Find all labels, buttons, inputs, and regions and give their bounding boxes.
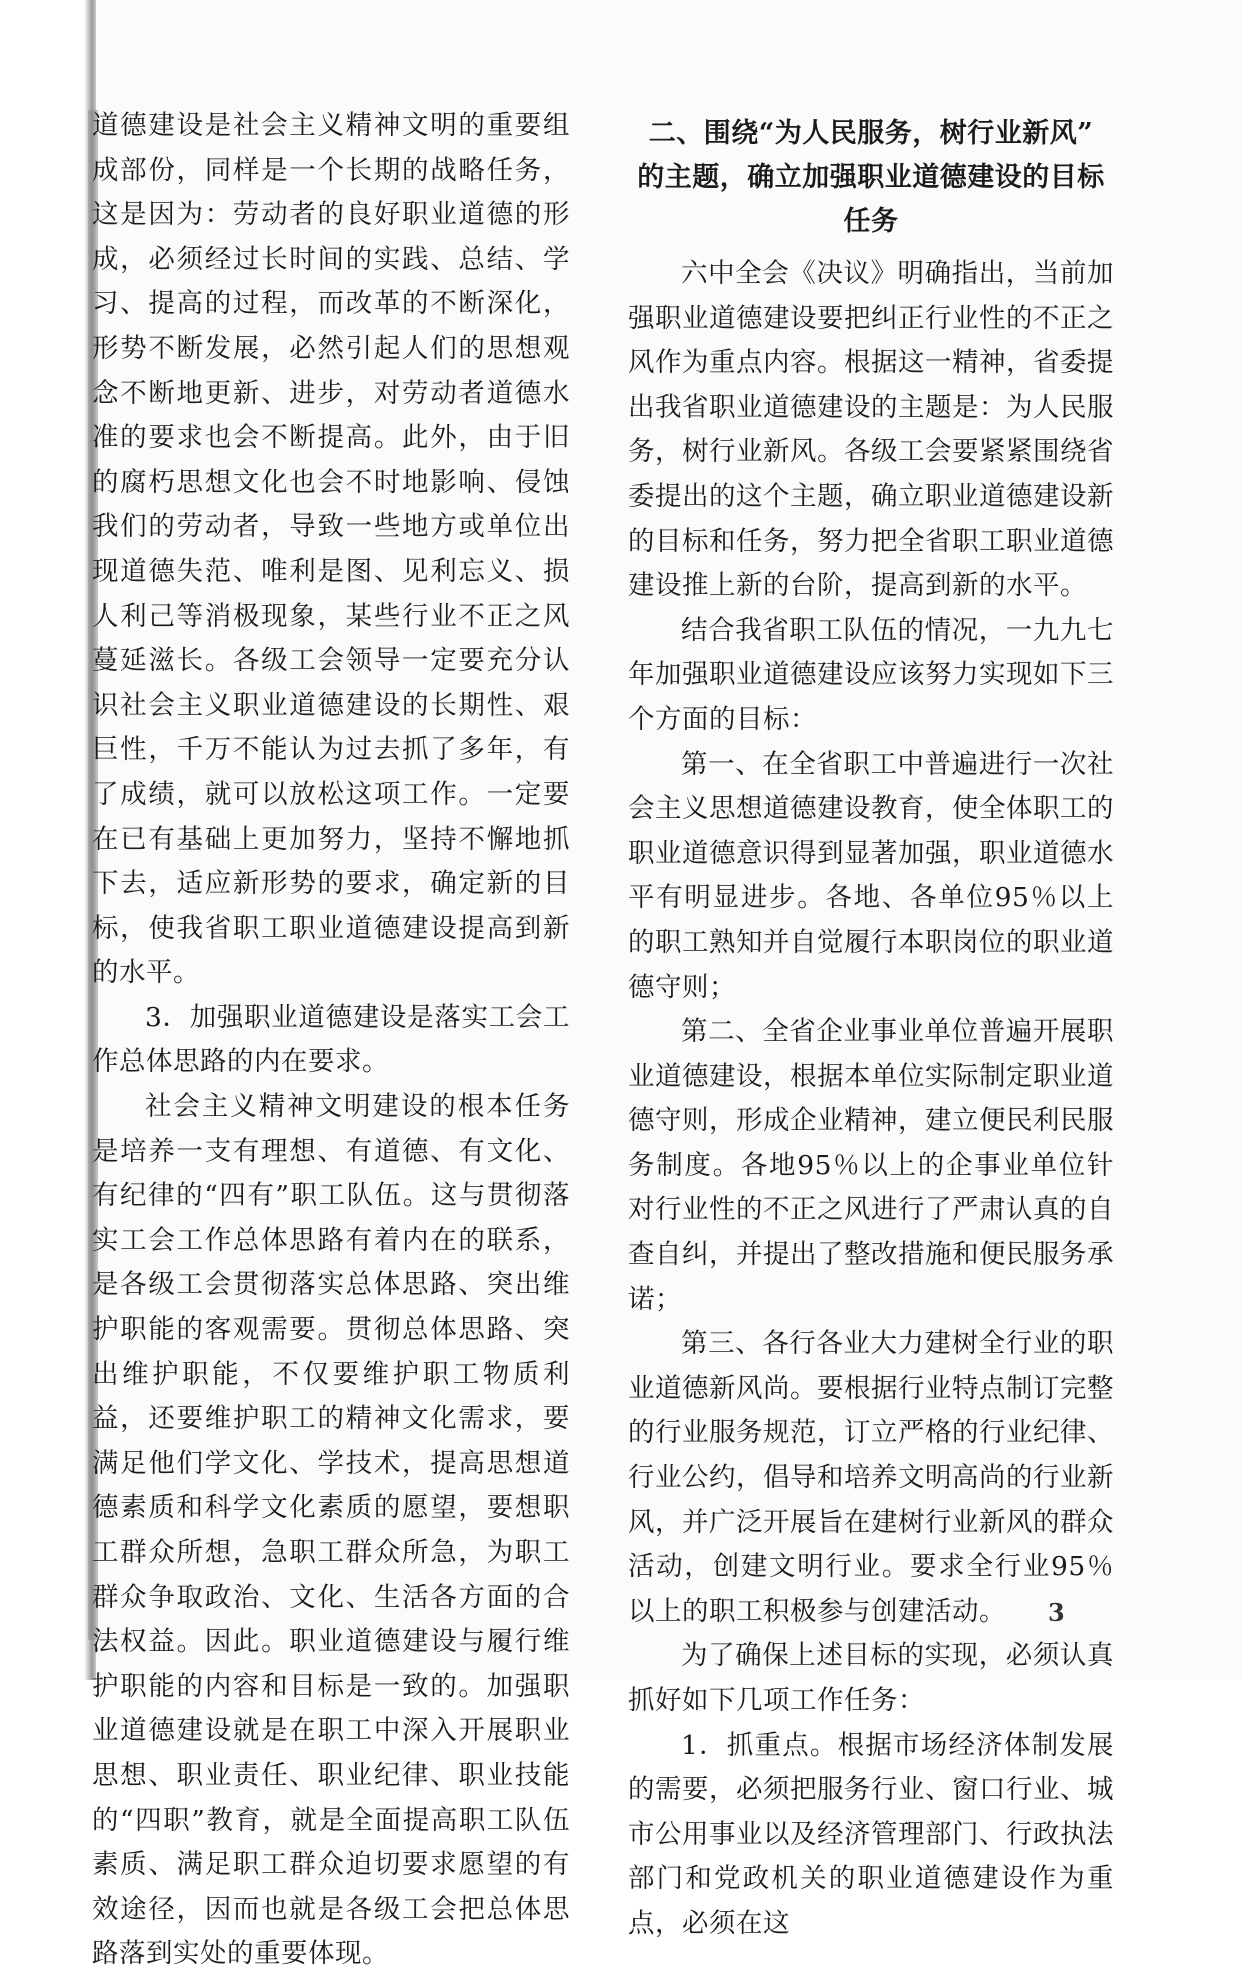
- section-heading: [628, 112, 1114, 244]
- right-paragraph-3: 第一、在全省职工中普遍进行一次社会主义思想道德建设教育，使全体职工的职业道德意识得到显著加强，职业道德水平有明显进步。各地、各单位95％以上的职工熟知并自觉履行本职岗位的职业道德守则；: [628, 748, 1114, 1003]
- book-spine-shadow: [0, 0, 96, 1680]
- right-column: [628, 112, 1114, 1947]
- right-paragraph-2: 结合我省职工队伍的情况，一九九七年加强职业道德建设应该努力实现如下三个方面的目标：: [628, 614, 1114, 735]
- right-paragraph-7: 1．抓重点。根据市场经济体制发展的需要，必须把服务行业、窗口行业、城市公用事业以及经济管理部门、行政执法部门和党政机关的职业道德建设作为重点，必须在这: [628, 1729, 1114, 1939]
- right-paragraph-6: 为了确保上述目标的实现，必须认真抓好如下几项工作任务：: [628, 1640, 1114, 1716]
- right-paragraph-5: 第三、各行各业大力建树全行业的职业道德新风尚。要根据行业特点制订完整的行业服务规范，订立严格的行业纪律、行业公约，倡导和培养文明高尚的行业新风，并广泛开展旨在建树行业新风的群众活动，创建文明行业。要求全行业95％以上的职工积极参与创建活动。: [628, 1328, 1114, 1627]
- section-heading-line-2: 的主题，确立加强职业道德建设的目标任务: [637, 162, 1105, 237]
- right-paragraph-1: 六中全会《决议》明确指出，当前加强职业道德建设要把纠正行业性的不正之风作为重点内容。根据这一精神，省委提出我省职业道德建设的主题是：为人民服务，树行业新风。各级工会要紧紧围绕省委提出的这个主题，确立职业道德建设新的目标和任务，努力把全省职工职业道德建设推上新的台阶，提高到新的水平。: [628, 258, 1114, 602]
- left-paragraph-3: 社会主义精神文明建设的根本任务是培养一支有理想、有道德、有文化、有纪律的“四有”职工队伍。这与贯彻落实工会工作总体思路有着内在的联系，是各级工会贯彻落实总体思路、突出维护职能的客观需要。贯彻总体思路、突出维护职能，不仅要维护职工物质利益，还要维护职工的精神文化需求，要满足他们学文化、学技术，提高思想道德素质和科学文化素质的愿望，要想职工群众所想，急职工群众所急，为职工群众争取政治、文化、生活各方面的合法权益。因此。职业道德建设与履行维护职能的内容和目标是一致的。加强职业道德建设就是在职工中深入开展职业思想、职业责任、职业纪律、职业技能的“四职”教育，就是全面提高职工队伍素质、满足职工群众迫切要求愿望的有效途径，因而也就是各级工会把总体思路落到实处的重要体现。: [92, 1091, 570, 1970]
- left-paragraph-2: 3．加强职业道德建设是落实工会工作总体思路的内在要求。: [92, 1001, 570, 1078]
- right-paragraph-4: 第二、全省企业事业单位普遍开展职业道德建设，根据本单位实际制定职业道德守则，形成企业精神，建立便民利民服务制度。各地95％以上的企事业单位针对行业性的不正之风进行了严肃认真的自查自纠，并提出了整改措施和便民服务承诺；: [628, 1016, 1114, 1315]
- left-paragraph-1: 道德建设是社会主义精神文明的重要组成部份，同样是一个长期的战略任务，这是因为：劳动者的良好职业道德的形成，必须经过长时间的实践、总结、学习、提高的过程，而改革的不断深化，形势不断发展，必然引起人们的思想观念不断地更新、进步，对劳动者道德水准的要求也会不断提高。此外，由于旧的腐朽思想文化也会不时地影响、侵蚀我们的劳动者，导致一些地方或单位出现道德失范、唯利是图、见利忘义、损人利己等消极现象，某些行业不正之风蔓延滋长。各级工会领导一定要充分认识社会主义职业道德建设的长期性、艰巨性，千万不能认为过去抓了多年，有了成绩，就可以放松这项工作。一定要在已有基础上更加努力，坚持不懈地抓下去，适应新形势的要求，确定新的目标，使我省职工职业道德建设提高到新的水平。: [92, 110, 570, 989]
- section-heading-line-1: 二、围绕“为人民服务，树行业新风”: [648, 118, 1094, 149]
- left-column: [92, 104, 570, 1977]
- page-number: 3: [1048, 1598, 1065, 1627]
